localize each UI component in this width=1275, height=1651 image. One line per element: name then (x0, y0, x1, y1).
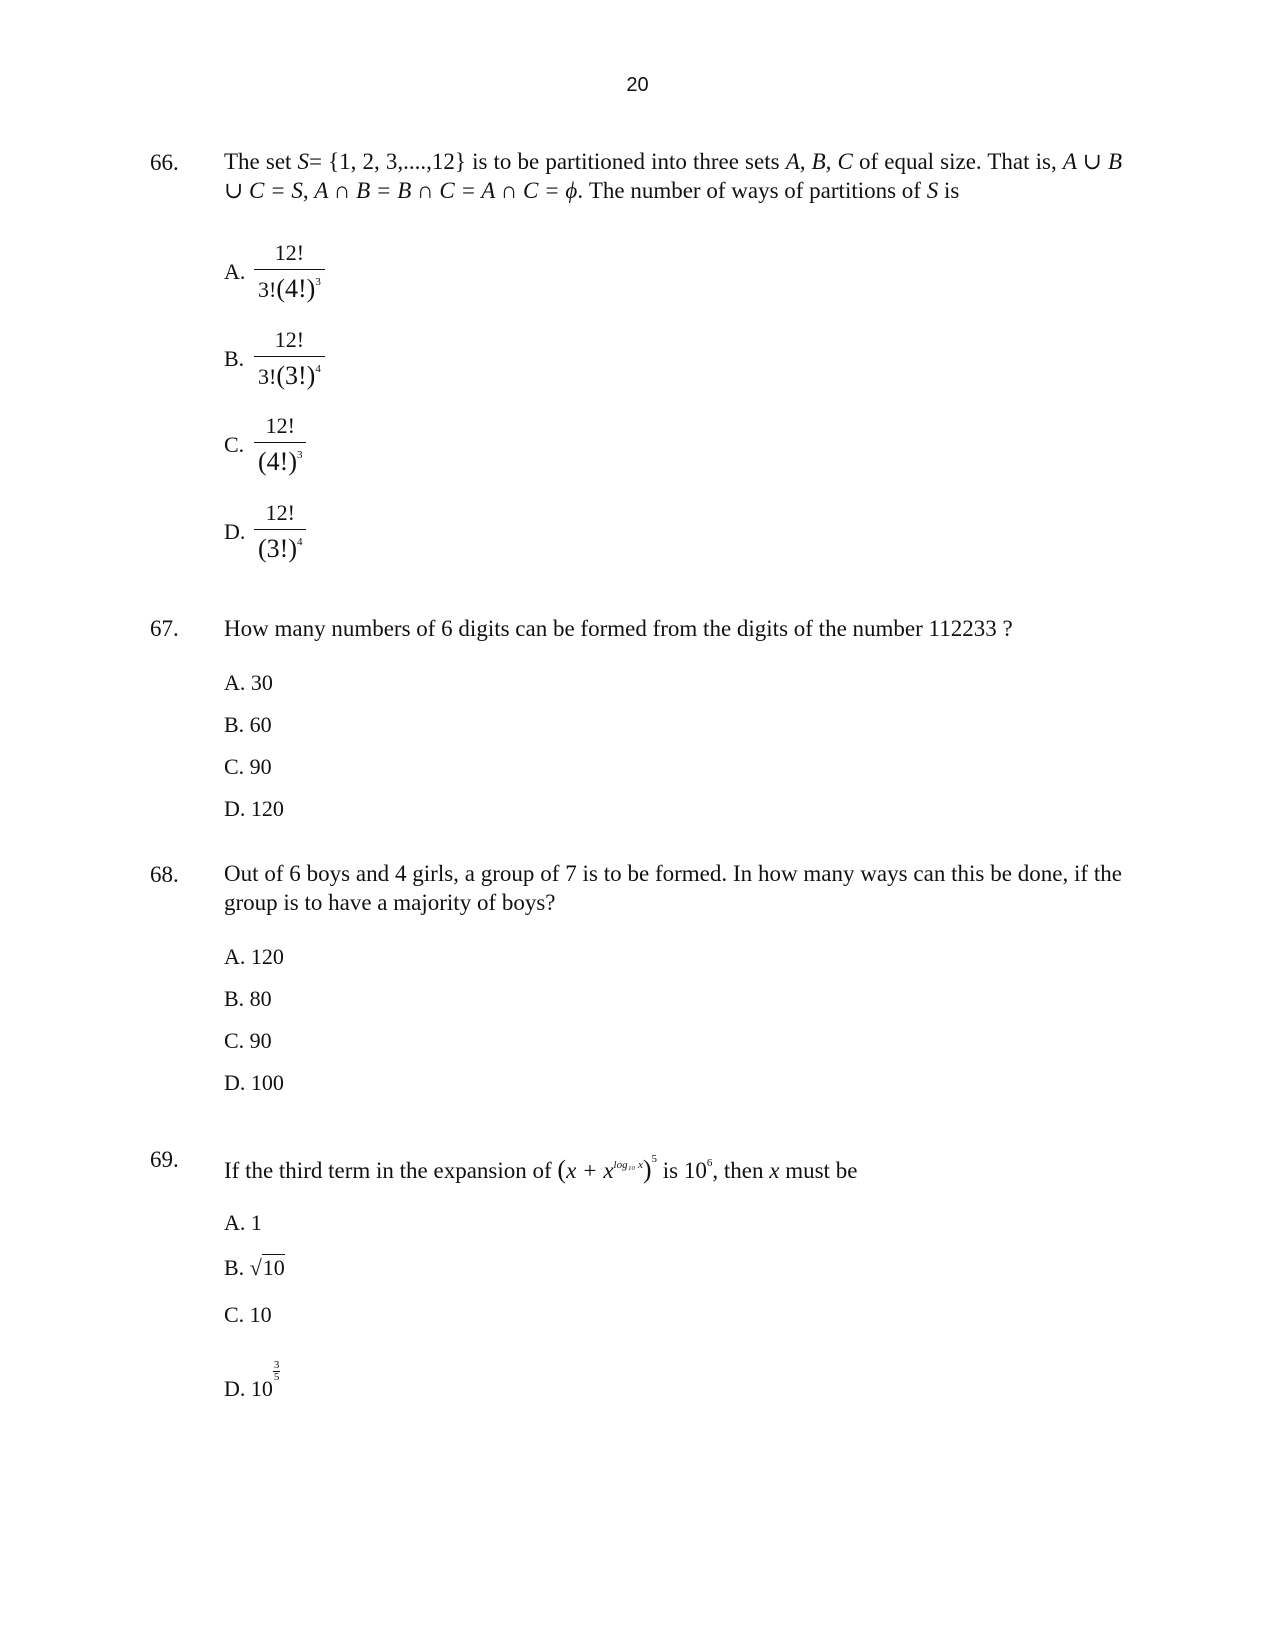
denominator-base: (4!) (276, 274, 316, 303)
option-c: C. 90 (224, 1028, 272, 1053)
denominator-prefix: 3! (258, 364, 277, 389)
denominator-base: (3!) (276, 361, 316, 390)
option-label: B. (224, 346, 245, 371)
text-part: . The number of ways of partitions of (577, 178, 921, 203)
option-label: A. (224, 259, 246, 284)
math-exponent: log₁₀ x (613, 1159, 643, 1171)
option-label: D. 10 (224, 1376, 273, 1401)
option-a: A. 1 (224, 1210, 262, 1235)
math-power: 5 (651, 1153, 658, 1165)
fraction-numerator: 12! (254, 327, 325, 357)
exponent-numerator: 3 (273, 1359, 280, 1371)
option-d (224, 1360, 280, 1402)
denominator-exponent: 3 (296, 449, 303, 461)
fraction (254, 327, 325, 391)
text-part: of equal size. That is, (858, 149, 1057, 174)
denominator-exponent: 3 (315, 276, 321, 288)
math-variable: x (769, 1158, 780, 1183)
math-expression: x + x (566, 1158, 614, 1183)
question-number: 66. (150, 150, 179, 175)
fraction-denominator (254, 357, 325, 391)
question-text (224, 1145, 1224, 1185)
option-d (224, 500, 306, 564)
math-union: A ∪ B ∪ C = S (224, 149, 1123, 203)
math-set: S (926, 178, 939, 203)
denominator-prefix: 3! (258, 277, 277, 302)
denominator-exponent: 4 (296, 536, 303, 548)
option-c: C. 10 (224, 1302, 272, 1327)
option-c: C. 90 (224, 754, 272, 779)
question-text: Out of 6 boys and 4 girls, a group of 7 is to be formed. In how many ways can this be done, if the group is to have a majority of boys? (224, 861, 1122, 915)
question-number: 69. (150, 1147, 179, 1172)
fraction-denominator (254, 530, 306, 564)
fraction-exponent (273, 1360, 281, 1383)
text-part: is (943, 178, 960, 203)
math-sets: A, B, C (785, 149, 853, 174)
paren-close: ) (642, 1155, 652, 1184)
text-part: is to be partitioned into three sets (472, 149, 780, 174)
math-set-def: = {1, 2, 3,....,12} (309, 149, 466, 174)
fraction-denominator (254, 443, 306, 477)
option-b: B. 80 (224, 986, 272, 1011)
option-d: D. 100 (224, 1070, 284, 1095)
radicand: 10 (262, 1255, 285, 1280)
text-part: is 10 (662, 1158, 707, 1183)
paren-open: ( (557, 1155, 567, 1184)
fraction (254, 500, 306, 564)
math-set: S (297, 149, 310, 174)
option-a (224, 240, 325, 304)
page-number: 20 (626, 74, 649, 96)
denominator-exponent: 4 (315, 363, 321, 375)
option-b (224, 1255, 285, 1281)
text-part: , (302, 178, 309, 203)
option-b: B. 60 (224, 712, 272, 737)
text-part: , then (712, 1158, 764, 1183)
question-text: How many numbers of 6 digits can be formed from the digits of the number 112233 ? (224, 616, 1013, 641)
text-part: If the third term in the expansion of (224, 1158, 552, 1183)
fraction-numerator: 12! (254, 500, 306, 530)
question-number: 68. (150, 862, 179, 887)
text-part: The set (224, 149, 292, 174)
exponent-denominator: 5 (273, 1371, 280, 1383)
option-c (224, 413, 306, 477)
fraction-numerator: 12! (254, 413, 306, 443)
option-b (224, 327, 325, 391)
fraction (254, 240, 325, 304)
fraction-denominator (254, 270, 325, 304)
math-intersection: A ∩ B = B ∩ C = A ∩ C = ϕ (314, 178, 578, 203)
math-exponent: 6 (706, 1157, 713, 1169)
square-root: √10 (249, 1255, 285, 1280)
denominator-base: (3!) (258, 534, 297, 563)
fraction (254, 413, 306, 477)
option-label: D. (224, 519, 246, 544)
option-d: D. 120 (224, 796, 284, 821)
text-part: must be (785, 1158, 858, 1183)
question-text (224, 147, 1122, 205)
option-a: A. 30 (224, 670, 273, 695)
denominator-base: (4!) (258, 447, 297, 476)
option-label: C. (224, 432, 245, 457)
fraction-numerator: 12! (254, 240, 325, 270)
option-label: B. (224, 1255, 245, 1280)
option-a: A. 120 (224, 944, 284, 969)
question-number: 67. (150, 616, 179, 641)
